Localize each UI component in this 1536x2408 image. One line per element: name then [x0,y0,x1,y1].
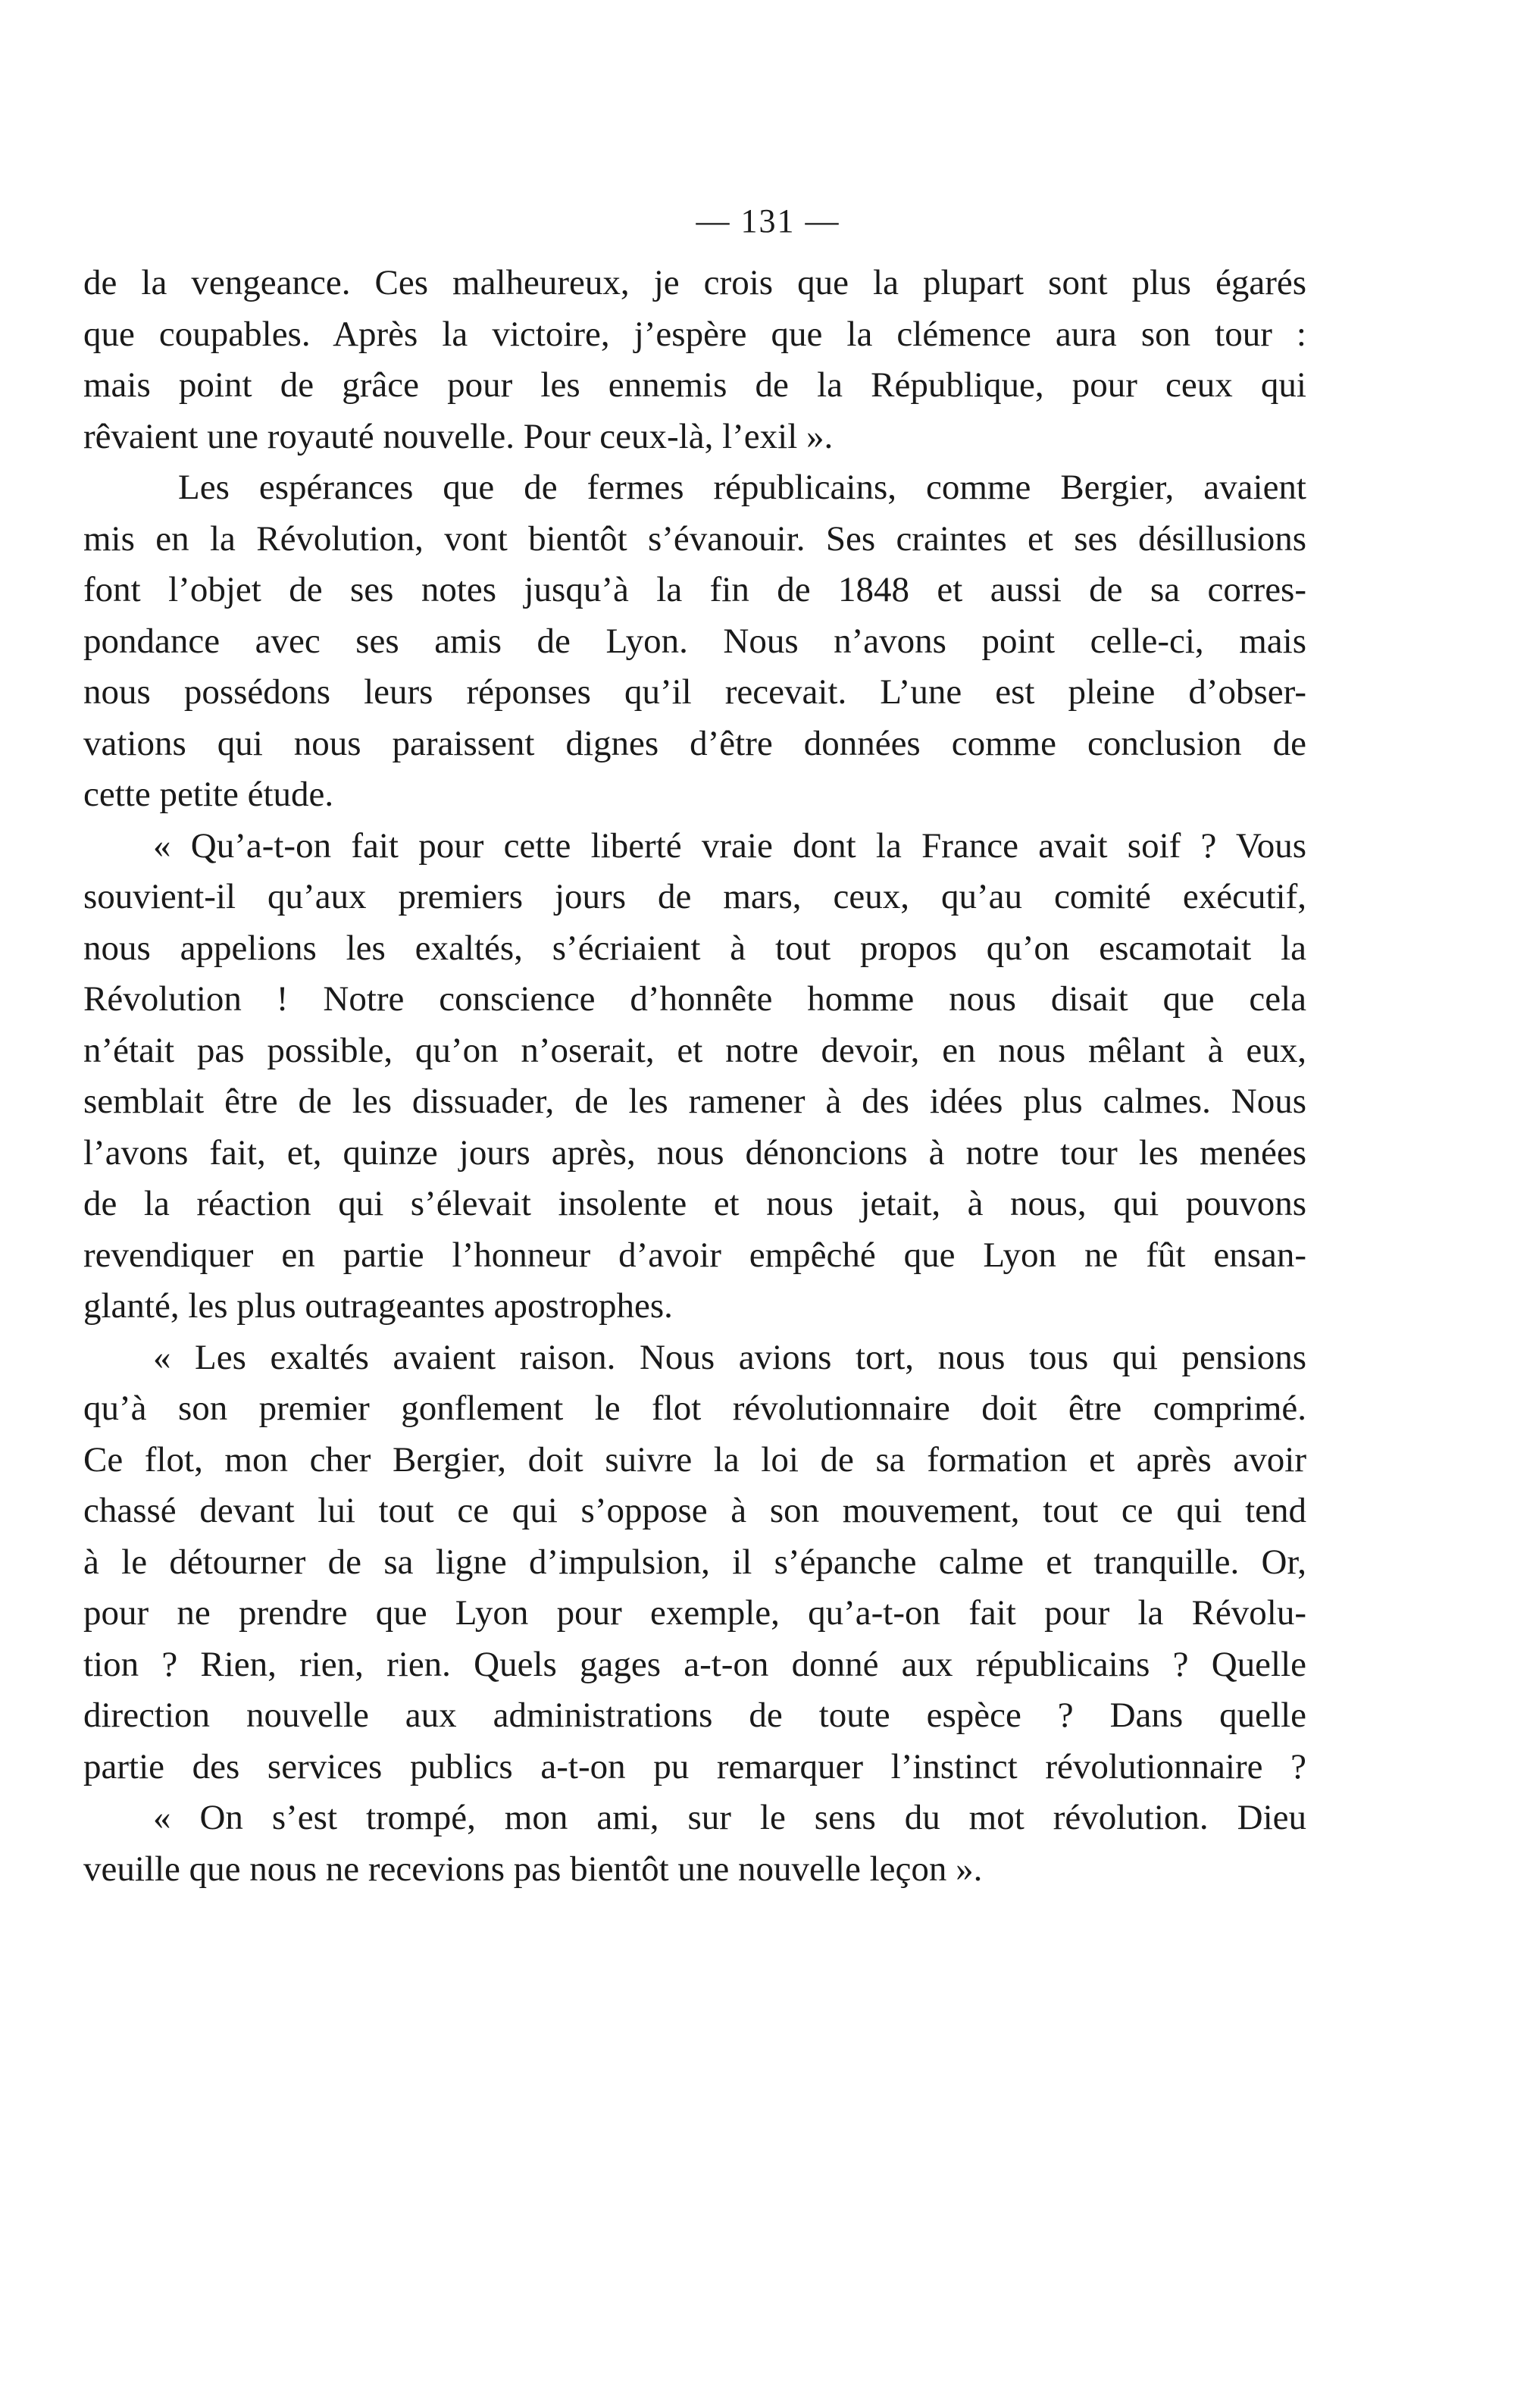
text-line: mais point de grâce pour les ennemis de la République, pour ceux qui [83,365,1306,405]
text-line: l’avons fait, et, quinze jours après, nous dénoncions à notre tour les menées [83,1132,1306,1173]
text-line: font l’objet de ses notes jusqu’à la fin de 1848 et aussi de sa corres- [83,570,1306,609]
paragraph [83,258,1306,462]
text-line: Ce flot, mon cher Bergier, doit suivre la loi de sa formation et après avoir [83,1439,1306,1480]
text-line: pondance avec ses amis de Lyon. Nous n’avons point celle-ci, mais [83,621,1306,661]
text-line: revendiquer en partie l’honneur d’avoir empêché que Lyon ne fût ensan- [83,1235,1306,1275]
text-line: qu’à son premier gonflement le flot révolutionnaire doit être comprimé. [83,1389,1306,1428]
text-line: Révolution ! Notre conscience d’honnête homme nous disait que cela [83,979,1306,1019]
text-line: semblait être de les dissuader, de les ramener à des idées plus calmes. Nous [83,1082,1306,1121]
text-line: Les espérances que de fermes républicains, comme Bergier, avaient [178,468,1306,507]
paragraph [83,821,1306,1332]
text-line: à le détourner de sa ligne d’impulsion, il s’épanche calme et tranquille. Or, [83,1542,1306,1582]
text-line: de la réaction qui s’élevait insolente et nous jetait, à nous, qui pouvons [83,1184,1306,1223]
text-line: pour ne prendre que Lyon pour exemple, qu’a-t-on fait pour la Révolu- [83,1593,1306,1633]
paragraph [83,462,1306,821]
text-line: partie des services publics a-t-on pu remarquer l’instinct révolutionnaire ? [83,1746,1306,1786]
text-line: « Qu’a-t-on fait pour cette liberté vraie dont la France avait soif ? Vous [153,825,1306,866]
text-line: n’était pas possible, qu’on n’oserait, et notre devoir, en nous mêlant à eux, [83,1030,1306,1070]
text-line: mis en la Révolution, vont bientôt s’évanouir. Ses craintes et ses désillusions [83,518,1306,559]
text-line: « On s’est trompé, mon ami, sur le sens du mot révolution. Dieu [153,1798,1306,1837]
text-line: glanté, les plus outrageantes apostrophes. [83,1286,673,1326]
text-line: nous possédons leurs réponses qu’il recevait. L’une est pleine d’obser- [83,672,1306,712]
text-line: que coupables. Après la victoire, j’espère que la clémence aura son tour : [83,314,1306,354]
paragraph [83,1332,1306,1793]
text-line: veuille que nous ne recevions pas bientôt une nouvelle leçon ». [83,1849,983,1889]
text-line: vations qui nous paraissent dignes d’être données comme conclusion de [83,723,1306,763]
text-line: chassé devant lui tout ce qui s’oppose à son mouvement, tout ce qui tend [83,1491,1306,1530]
paragraph [83,1793,1306,1895]
text-line: cette petite étude. [83,775,334,814]
body-text [83,258,1306,1895]
text-line: de la vengeance. Ces malheureux, je crois que la plupart sont plus égarés [83,263,1306,302]
text-line: rêvaient une royauté nouvelle. Pour ceux-là, l’exil ». [83,416,834,456]
text-line: direction nouvelle aux administrations de toute espèce ? Dans quelle [83,1696,1306,1735]
text-line: tion ? Rien, rien, rien. Quels gages a-t-on donné aux républicains ? Quelle [83,1644,1306,1684]
text-line: nous appelions les exaltés, s’écriaient à tout propos qu’on escamotait la [83,928,1306,968]
text-line: souvient-il qu’aux premiers jours de mars, ceux, qu’au comité exécutif, [83,877,1306,916]
page-number: — 131 — [696,202,840,240]
text-line: « Les exaltés avaient raison. Nous avions tort, nous tous qui pensions [153,1337,1306,1377]
